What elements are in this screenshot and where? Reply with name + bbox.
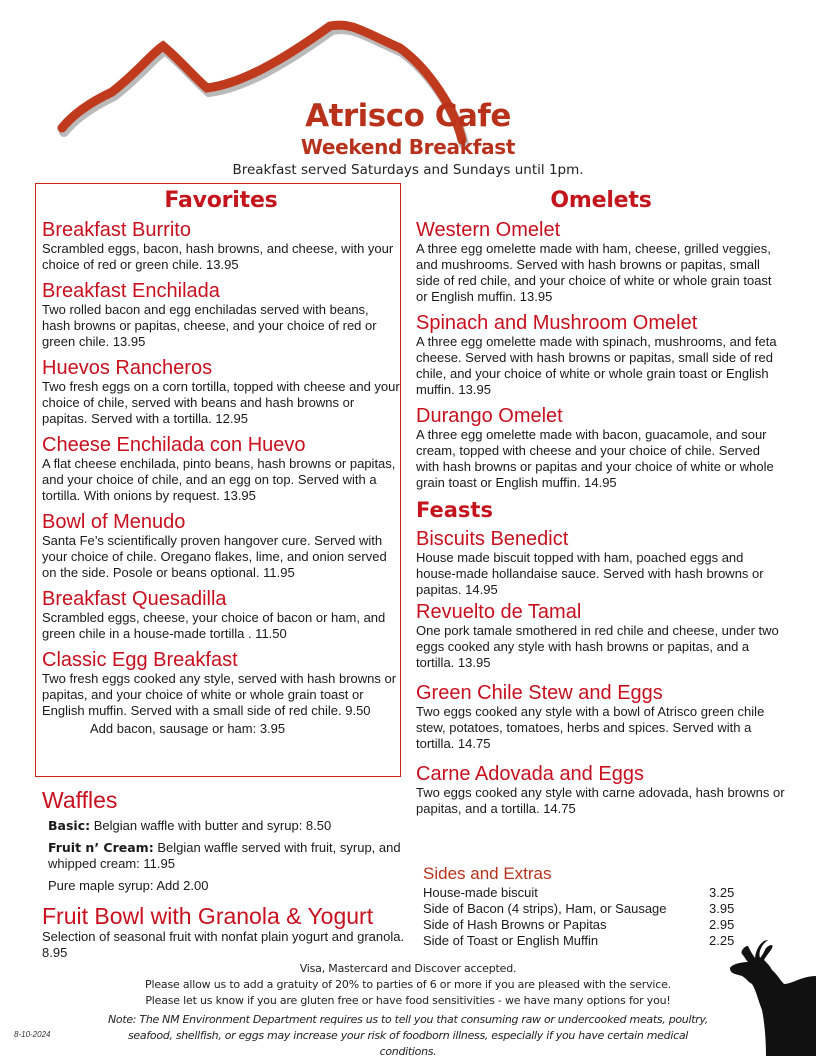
waffles-section [42, 786, 402, 900]
menu-item-desc: Scrambled eggs, bacon, hash browns, and cheese, with your choice of red or green chile. 13.95 [42, 241, 394, 272]
sides-heading: Sides and Extras [423, 864, 552, 883]
menu-item-name: Western Omelet [416, 219, 561, 241]
menu-item-desc: House made biscuit topped with ham, poached eggs and house-made hollandaise sauce. Served with hash browns or papitas. 14.95 [416, 550, 764, 597]
menu-item-name: Durango Omelet [416, 405, 563, 427]
side-item-price: 3.95 [709, 901, 735, 916]
goat-silhouette-icon [722, 940, 816, 1056]
menu-item-desc: Two fresh eggs cooked any style, served with hash browns or papitas, and your choice of white or whole grain toast or English muffin. Served with a small side of red chile. 9.50 [42, 671, 397, 718]
menu-item-name: Revuelto de Tamal [416, 601, 582, 623]
menu-item-name: Carne Adovada and Eggs [416, 763, 644, 785]
favorites-heading: Favorites [164, 188, 278, 213]
side-item-price: 2.95 [709, 917, 735, 932]
side-item [423, 933, 743, 949]
waffle-fruit-desc: Belgian waffle served with fruit, syrup, and whipped cream: 11.95 [48, 840, 401, 871]
menu-item-name: Breakfast Enchilada [42, 280, 220, 302]
cafe-title: Atrisco Cafe [305, 98, 511, 134]
menu-item-name: Biscuits Benedict [416, 528, 569, 550]
side-item-name: Side of Hash Browns or Papitas [423, 917, 607, 932]
side-item-name: House-made biscuit [423, 885, 538, 900]
revision-date: 8-10-2024 [14, 1030, 51, 1039]
menu-item-name: Breakfast Burrito [42, 219, 191, 241]
sides-section [423, 864, 743, 949]
menu-item-desc: Scrambled eggs, cheese, your choice of bacon or ham, and green chile in a house-made tortilla . 11.50 [42, 610, 386, 641]
addon-note: Add bacon, sausage or ham: 3.95 [90, 721, 286, 736]
menu-subtitle: Weekend Breakfast [300, 135, 516, 159]
waffle-fruit [48, 840, 402, 872]
menu-item-name: Cheese Enchilada con Huevo [42, 434, 306, 456]
menu-item-name: Spinach and Mushroom Omelet [416, 312, 698, 334]
waffle-basic [48, 818, 402, 834]
side-item [423, 885, 743, 901]
health-disclaimer: Note: The NM Environment Department requires us to tell you that consuming raw or undercooked meats, poultry, seafood, shellfish, or eggs may increase your risk of foodborn illness, especially if you have certain medical conditions. [107, 1013, 709, 1058]
maple-syrup-addon: Pure maple syrup: Add 2.00 [48, 878, 209, 893]
menu-item-desc: Two rolled bacon and egg enchiladas served with beans, hash browns or papitas, cheese, and your choice of red or green chile. 13.95 [42, 302, 377, 349]
feasts-heading: Feasts [416, 498, 493, 522]
omelets-heading: Omelets [550, 188, 652, 213]
service-hours: Breakfast served Saturdays and Sundays until 1pm. [232, 162, 584, 178]
fruit-bowl-section [42, 904, 412, 968]
menu-item-desc: A three egg omelette made with ham, cheese, grilled veggies, and mushrooms. Served with hash browns or papitas, small side of red chile, and your choice of white or whole grain toast or English muffin. 13.95 [416, 241, 772, 304]
menu-item-name: Breakfast Quesadilla [42, 588, 227, 610]
menu-item-desc: A three egg omelette made with spinach, mushrooms, and feta cheese. Served with hash browns or papitas, small side of red chile, and your choice of white or whole grain toast or English muffin. 13.95 [416, 334, 777, 397]
menu-item-name: Fruit Bowl with Granola & Yogurt [42, 903, 374, 929]
side-item-name: Side of Toast or English Muffin [423, 933, 599, 948]
side-item [423, 917, 743, 933]
menu-item-name: Bowl of Menudo [42, 511, 186, 533]
omelets-section [416, 188, 786, 824]
menu-item-desc: One pork tamale smothered in red chile and cheese, under two eggs cooked any style with hash browns or papitas, and a tortilla. 13.95 [416, 623, 779, 670]
side-item [423, 901, 743, 917]
menu-item-desc: Two eggs cooked any style with a bowl of Atrisco green chile stew, potatoes, tomatoes, herbs and spices. Served with a tortilla. 14.75 [416, 704, 765, 751]
gratuity-note: Please allow us to add a gratuity of 20% to parties of 6 or more if you are pleased with the service. [145, 978, 671, 991]
waffle-basic-desc: Belgian waffle with butter and syrup: 8.50 [90, 818, 332, 833]
side-item-price: 2.25 [709, 933, 735, 948]
menu-item-name: Huevos Rancheros [42, 357, 213, 379]
footer [0, 961, 816, 1009]
menu-item-desc: A three egg omelette made with bacon, guacamole, and sour cream, topped with cheese and your choice of chile. Served with hash browns or papitas and your choice of white or whole grain toast or English muffin. 14.95 [416, 427, 774, 490]
menu-item-desc: Two fresh eggs on a corn tortilla, topped with cheese and your choice of chile, served with beans and hash browns or papitas. Served with a tortilla. 12.95 [42, 379, 400, 426]
favorites-section [42, 188, 400, 737]
allergy-note: Please let us know if you are gluten free or have food sensitivities - we have many options for you! [145, 994, 671, 1007]
menu-item-desc: Santa Fe’s scientifically proven hangover cure. Served with your choice of chile. Oregano flakes, lime, and onion served on the side. Posole or beans optional. 11.95 [42, 533, 387, 580]
side-item-price: 3.25 [709, 885, 735, 900]
waffle-basic-label: Basic: [48, 818, 91, 833]
menu-item-desc: A flat cheese enchilada, pinto beans, hash browns or papitas, and your choice of chile, and an egg on top. Served with a tortilla. With onions by request. 13.95 [42, 456, 396, 503]
menu-item-desc: Two eggs cooked any style with carne adovada, hash browns or papitas, and a tortilla. 14.75 [416, 785, 785, 816]
menu-item-desc: Selection of seasonal fruit with nonfat plain yogurt and granola. 8.95 [42, 929, 405, 960]
menu-item-name: Green Chile Stew and Eggs [416, 682, 663, 704]
waffles-heading: Waffles [42, 787, 118, 813]
waffle-fruit-label: Fruit n’ Cream: [48, 840, 154, 855]
side-item-name: Side of Bacon (4 strips), Ham, or Sausage [423, 901, 667, 916]
payment-note: Visa, Mastercard and Discover accepted. [299, 962, 517, 975]
menu-item-name: Classic Egg Breakfast [42, 649, 238, 671]
